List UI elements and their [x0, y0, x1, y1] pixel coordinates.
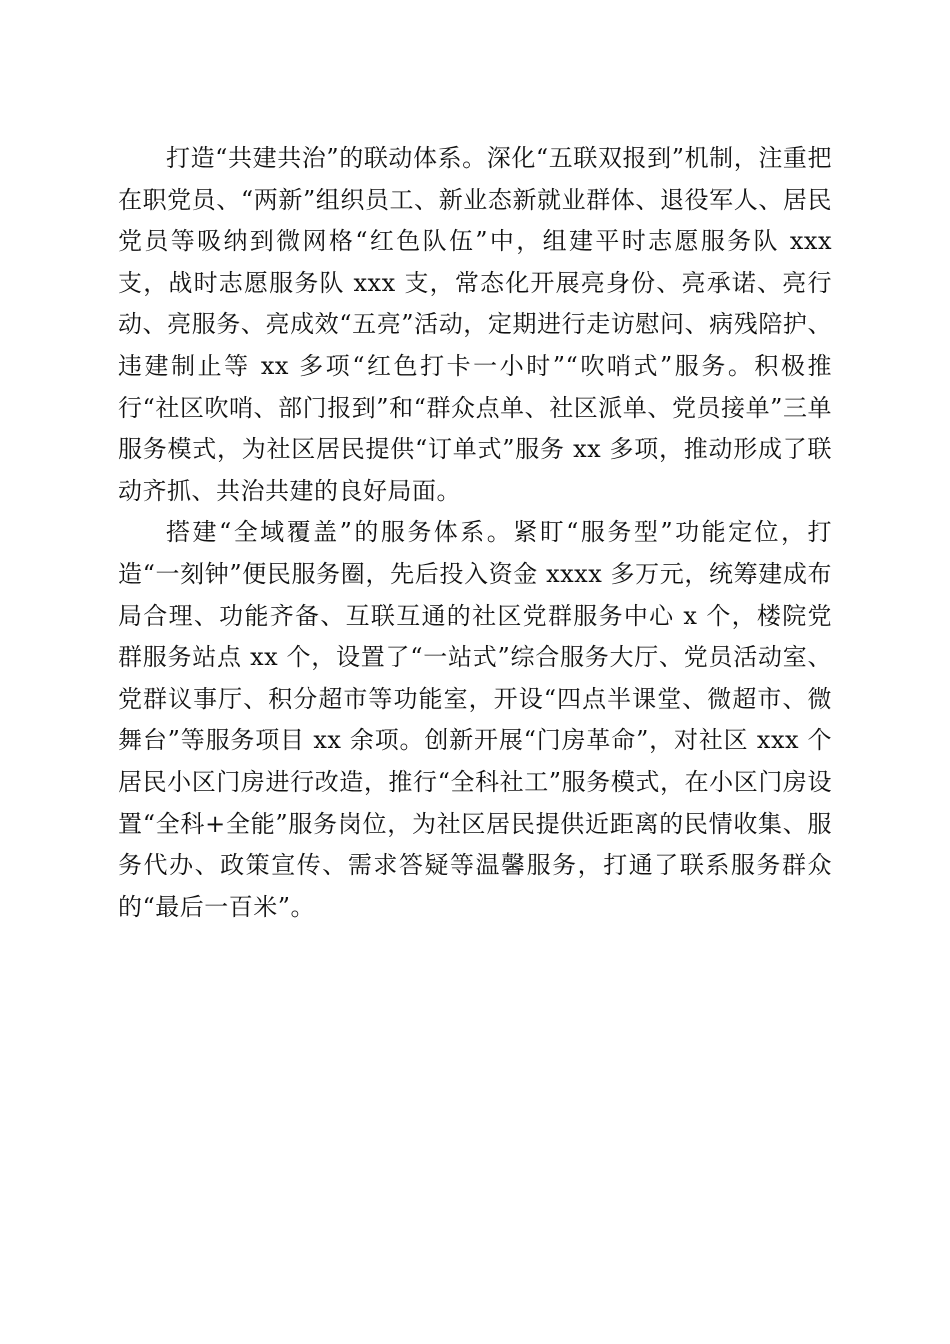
document-body [118, 138, 832, 928]
paragraph-linkage-system: 打造“共建共治”的联动体系。深化“五联双报到”机制，注重把在职党员、“两新”组织员工、新业态新就业群体、退役军人、居民党员等吸纳到微网格“红色队伍”中，组建平时志愿服务队 xxx 支，战时志愿服务队 xxx 支，常态化开展亮身份、亮承诺、亮行动、亮服务、亮成效“五亮”活动，定期进行走访慰问、病残陪护、违建制止等 xx 多项“红色打卡一小时”“吹哨式”服务。积极推行“社区吹哨、部门报到”和“群众点单、社区派单、党员接单”三单服务模式，为社区居民提供“订单式”服务 xx 多项，推动形成了联动齐抓、共治共建的良好局面。 [118, 144, 832, 505]
paragraph-service-system: 搭建“全域覆盖”的服务体系。紧盯“服务型”功能定位，打造“一刻钟”便民服务圈，先后投入资金 xxxx 多万元，统筹建成布局合理、功能齐备、互联互通的社区党群服务中心 x 个，楼院党群服务站点 xx 个，设置了“一站式”综合服务大厅、党员活动室、党群议事厅、积分超市等功能室，开设“四点半课堂、微超市、微舞台”等服务项目 xx 余项。创新开展“门房革命”，对社区 xxx 个居民小区门房进行改造，推行“全科社工”服务模式，在小区门房设置“全科+全能”服务岗位，为社区居民提供近距离的民情收集、服务代办、政策宣传、需求答疑等温馨服务，打通了联系服务群众的“最后一百米”。 [118, 518, 832, 921]
